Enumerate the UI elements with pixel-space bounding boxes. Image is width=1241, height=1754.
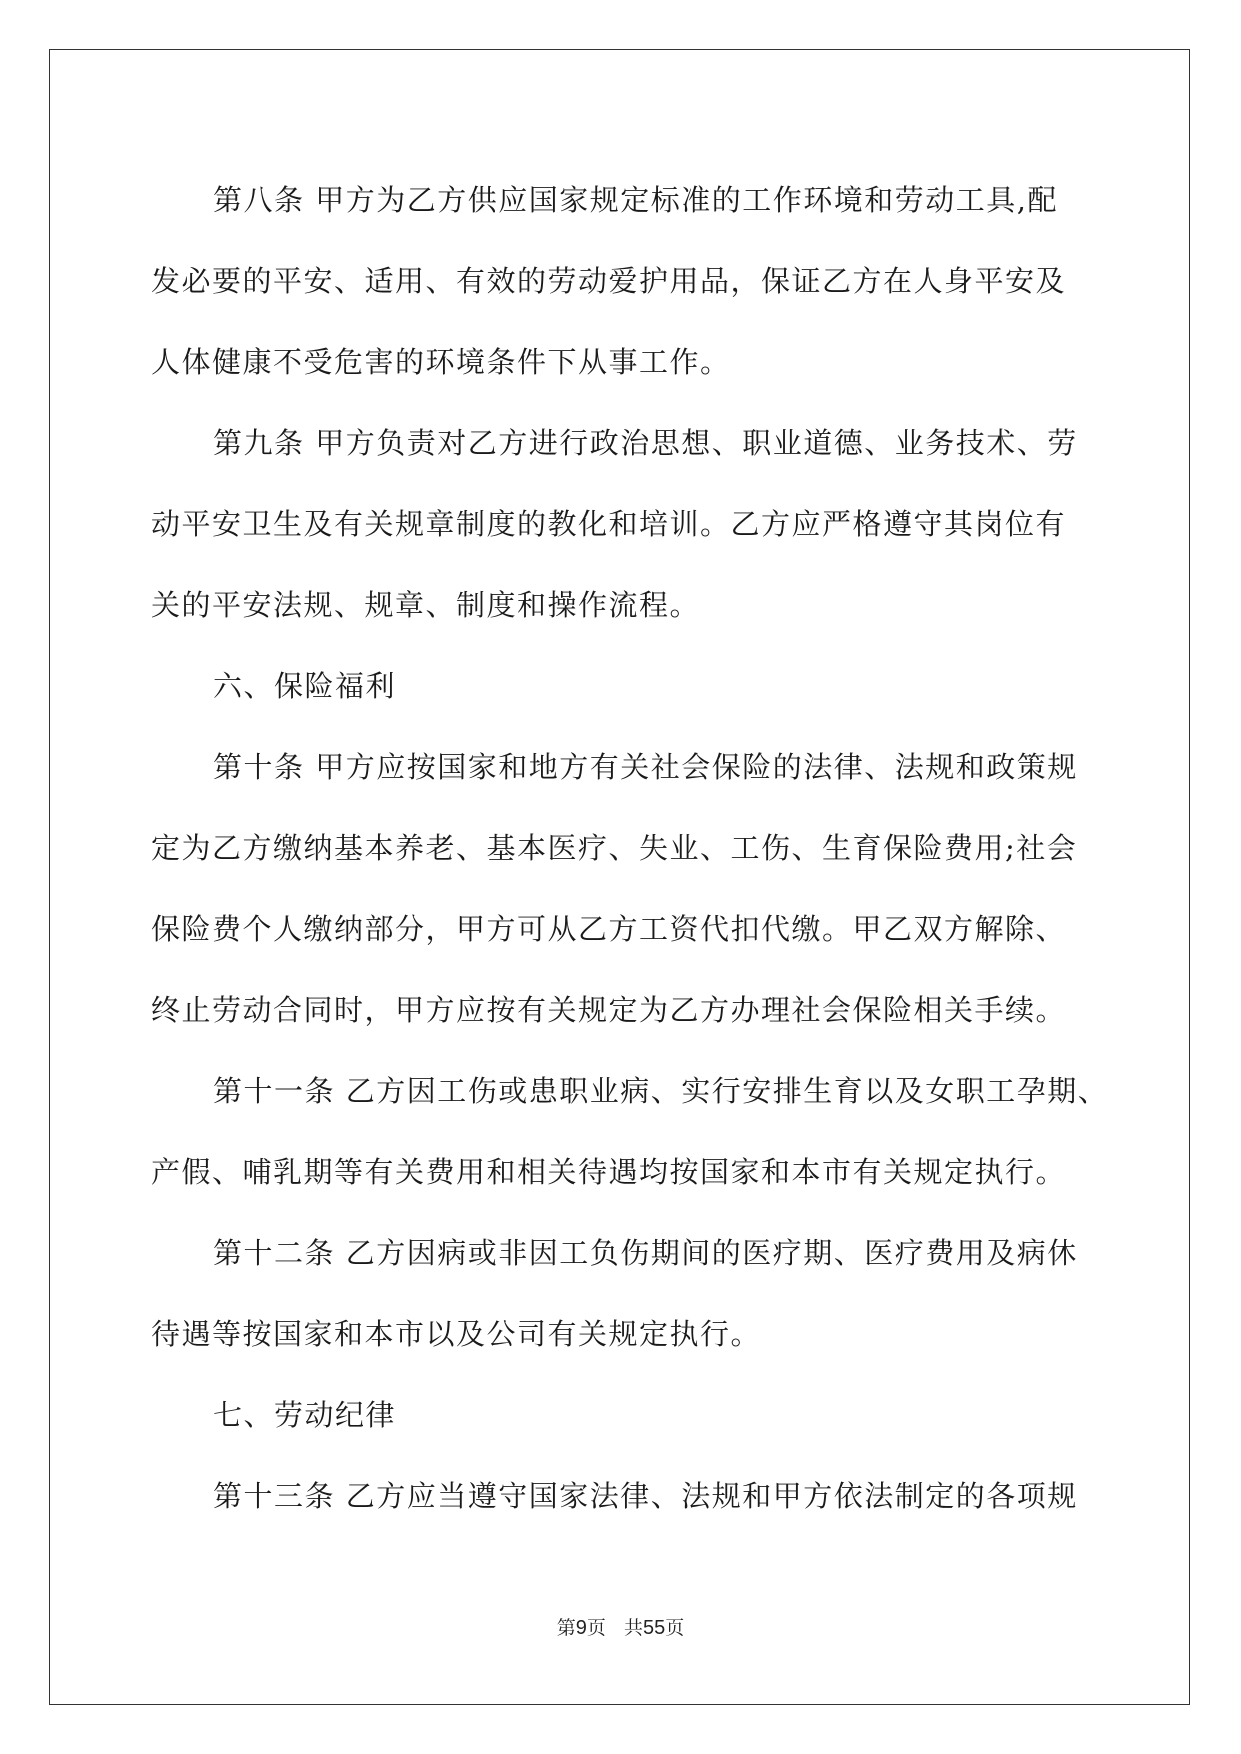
current-page-number: 9 xyxy=(575,1617,587,1639)
text-line: 定为乙方缴纳基本养老、基本医疗、失业、工伤、生育保险费用;社会 xyxy=(151,831,1078,865)
text-line: 保险费个人缴纳部分，甲方可从乙方工资代扣代缴。甲乙双方解除、 xyxy=(151,912,1067,946)
text-line: 人体健康不受危害的环境条件下从事工作。 xyxy=(151,345,731,379)
text-line: 第十三条 乙方应当遵守国家法律、法规和甲方依法制定的各项规 xyxy=(213,1479,1078,1513)
document-body xyxy=(151,160,1109,1537)
text-line: 七、劳动纪律 xyxy=(213,1398,397,1432)
text-line: 待遇等按国家和本市以及公司有关规定执行。 xyxy=(151,1317,762,1351)
text-line: 第十条 甲方应按国家和地方有关社会保险的法律、法规和政策规 xyxy=(213,750,1078,784)
text-line: 第九条 甲方负责对乙方进行政治思想、职业道德、业务技术、劳 xyxy=(213,426,1078,460)
text-line: 动平安卫生及有关规章制度的教化和培训。乙方应严格遵守其岗位有 xyxy=(151,507,1067,541)
footer-page-suffix: 页 xyxy=(586,1617,606,1639)
text-line: 第八条 甲方为乙方供应国家规定标准的工作环境和劳动工具,配 xyxy=(213,183,1058,217)
text-line: 终止劳动合同时，甲方应按有关规定为乙方办理社会保险相关手续。 xyxy=(151,993,1067,1027)
text-line: 第十一条 乙方因工伤或患职业病、实行安排生育以及女职工孕期、 xyxy=(213,1074,1109,1108)
total-pages-number: 55 xyxy=(643,1617,666,1639)
text-line: 发必要的平安、适用、有效的劳动爱护用品，保证乙方在人身平安及 xyxy=(151,264,1067,298)
footer-total-suffix: 页 xyxy=(665,1617,685,1639)
text-line: 关的平安法规、规章、制度和操作流程。 xyxy=(151,588,701,622)
text-line: 第十二条 乙方因病或非因工负伤期间的医疗期、医疗费用及病休 xyxy=(213,1236,1078,1270)
text-line: 六、保险福利 xyxy=(213,669,397,703)
page-footer xyxy=(0,1613,1241,1640)
footer-total-prefix: 共 xyxy=(624,1617,644,1639)
text-line: 产假、哺乳期等有关费用和相关待遇均按国家和本市有关规定执行。 xyxy=(151,1155,1067,1189)
footer-prefix: 第 xyxy=(556,1617,576,1639)
